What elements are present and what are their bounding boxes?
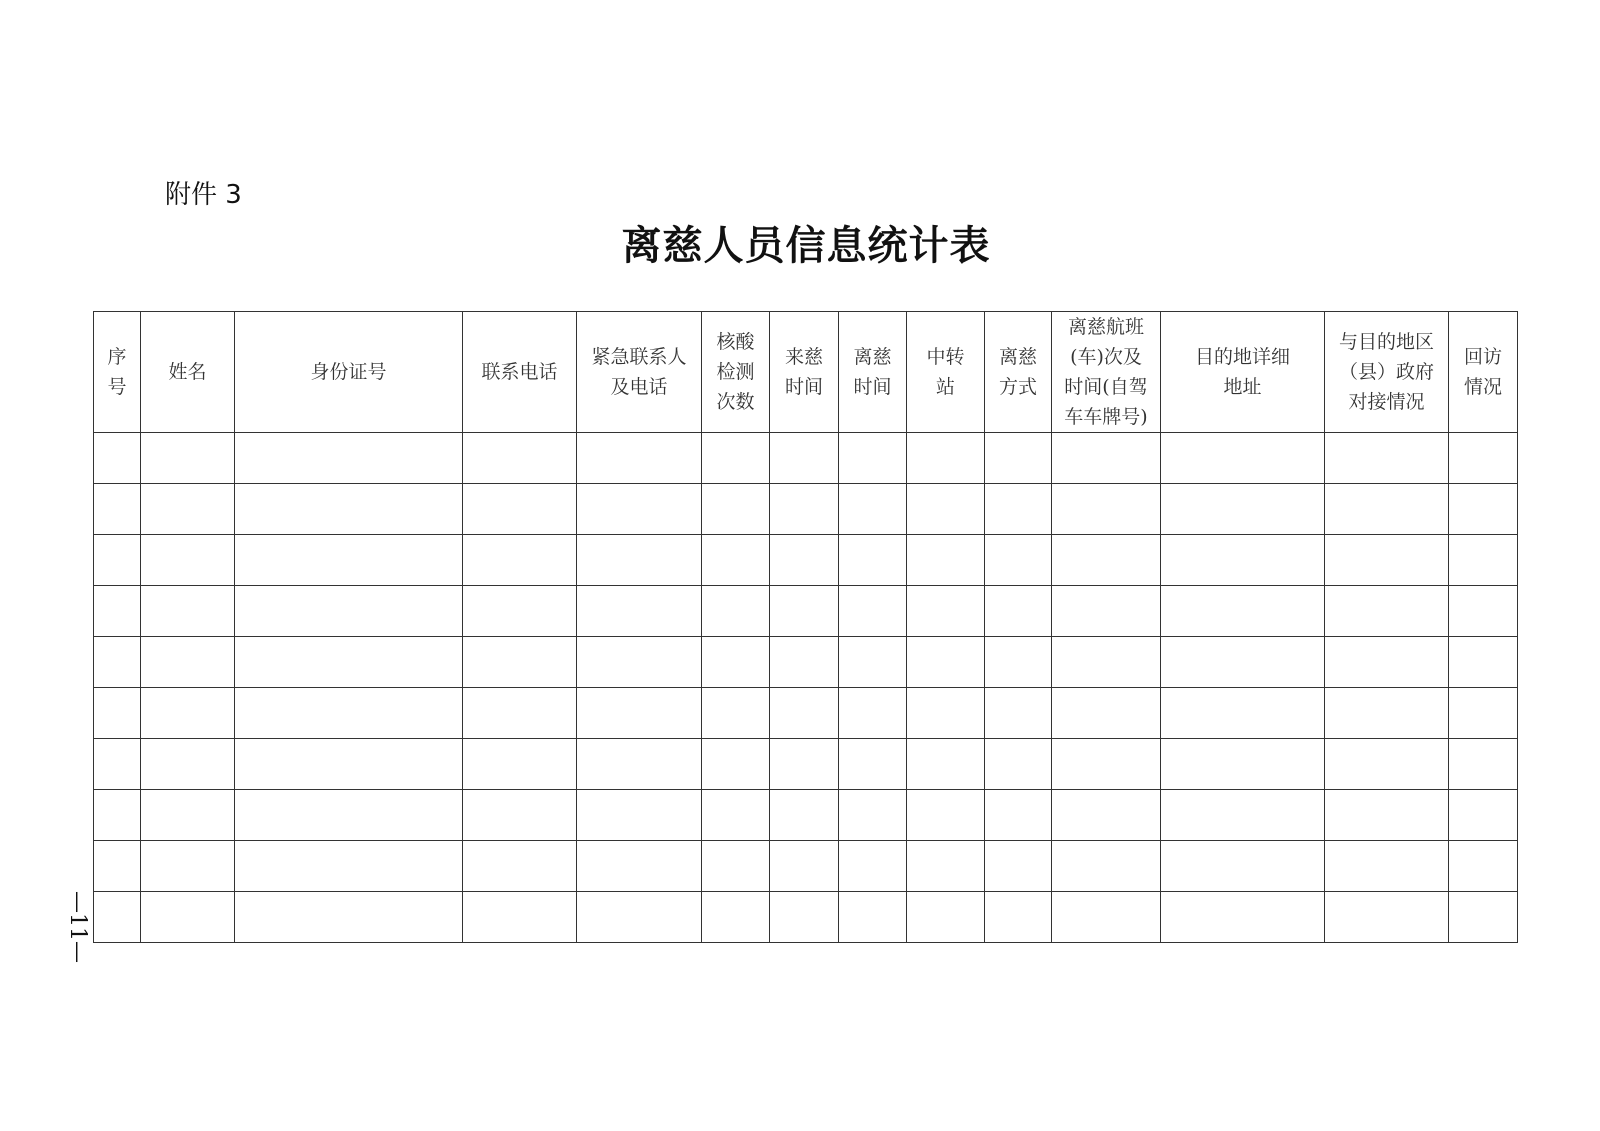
table-cell-flight-info[interactable] [1052, 586, 1161, 637]
table-cell-arrival-time[interactable] [770, 892, 839, 943]
table-cell-gov-liaison[interactable] [1325, 586, 1449, 637]
table-cell-follow-up[interactable] [1449, 841, 1518, 892]
table-cell-transfer-station[interactable] [907, 688, 985, 739]
table-cell-phone[interactable] [463, 892, 577, 943]
table-cell-transfer-station[interactable] [907, 739, 985, 790]
table-cell-destination-address[interactable] [1161, 892, 1325, 943]
table-cell-id-number[interactable] [235, 637, 463, 688]
table-cell-name[interactable] [141, 892, 235, 943]
table-cell-transfer-station[interactable] [907, 484, 985, 535]
table-cell-follow-up[interactable] [1449, 433, 1518, 484]
table-cell-test-count[interactable] [702, 790, 770, 841]
table-cell-departure-mode[interactable] [985, 535, 1052, 586]
table-cell-gov-liaison[interactable] [1325, 841, 1449, 892]
table-cell-name[interactable] [141, 586, 235, 637]
table-cell-arrival-time[interactable] [770, 535, 839, 586]
table-cell-emergency-contact[interactable] [577, 790, 702, 841]
table-cell-departure-time[interactable] [839, 637, 907, 688]
column-header-name: 姓名 [141, 312, 235, 433]
page-number: —11— [65, 891, 90, 963]
table-cell-seq[interactable] [94, 433, 141, 484]
table-cell-test-count[interactable] [702, 535, 770, 586]
table-row [94, 892, 1518, 943]
table-cell-id-number[interactable] [235, 841, 463, 892]
table-cell-phone[interactable] [463, 433, 577, 484]
table-cell-arrival-time[interactable] [770, 586, 839, 637]
table-cell-seq[interactable] [94, 739, 141, 790]
table-cell-test-count[interactable] [702, 637, 770, 688]
table-cell-flight-info[interactable] [1052, 688, 1161, 739]
document-title: 离慈人员信息统计表 [621, 222, 991, 269]
table-cell-flight-info[interactable] [1052, 790, 1161, 841]
table-cell-arrival-time[interactable] [770, 433, 839, 484]
table-cell-destination-address[interactable] [1161, 739, 1325, 790]
table-cell-emergency-contact[interactable] [577, 841, 702, 892]
table-cell-destination-address[interactable] [1161, 688, 1325, 739]
table-cell-name[interactable] [141, 739, 235, 790]
table-cell-id-number[interactable] [235, 433, 463, 484]
table-cell-departure-time[interactable] [839, 739, 907, 790]
table-cell-name[interactable] [141, 433, 235, 484]
column-header-phone: 联系电话 [463, 312, 577, 433]
table-cell-test-count[interactable] [702, 841, 770, 892]
table-cell-phone[interactable] [463, 688, 577, 739]
table-cell-follow-up[interactable] [1449, 688, 1518, 739]
table-cell-name[interactable] [141, 535, 235, 586]
table-cell-name[interactable] [141, 790, 235, 841]
table-cell-departure-time[interactable] [839, 892, 907, 943]
table-cell-transfer-station[interactable] [907, 790, 985, 841]
column-header-flight-info: 离慈航班 (车)次及 时间(自驾 车车牌号) [1052, 312, 1161, 433]
table-cell-name[interactable] [141, 484, 235, 535]
table-cell-departure-mode[interactable] [985, 892, 1052, 943]
table-cell-test-count[interactable] [702, 484, 770, 535]
table-cell-arrival-time[interactable] [770, 688, 839, 739]
column-header-id-number: 身份证号 [235, 312, 463, 433]
table-cell-departure-time[interactable] [839, 790, 907, 841]
table-cell-flight-info[interactable] [1052, 484, 1161, 535]
table-cell-test-count[interactable] [702, 433, 770, 484]
table-cell-departure-mode[interactable] [985, 739, 1052, 790]
table-cell-seq[interactable] [94, 841, 141, 892]
table-cell-id-number[interactable] [235, 586, 463, 637]
table-cell-departure-time[interactable] [839, 586, 907, 637]
table-cell-seq[interactable] [94, 535, 141, 586]
column-header-departure-time: 离慈 时间 [839, 312, 907, 433]
table-cell-phone[interactable] [463, 739, 577, 790]
table-cell-transfer-station[interactable] [907, 535, 985, 586]
table-cell-seq[interactable] [94, 586, 141, 637]
table-cell-name[interactable] [141, 841, 235, 892]
table-cell-flight-info[interactable] [1052, 739, 1161, 790]
statistics-table [93, 311, 1518, 943]
table-cell-phone[interactable] [463, 484, 577, 535]
table-cell-arrival-time[interactable] [770, 739, 839, 790]
table-cell-gov-liaison[interactable] [1325, 637, 1449, 688]
table-cell-follow-up[interactable] [1449, 586, 1518, 637]
table-cell-seq[interactable] [94, 484, 141, 535]
table-cell-flight-info[interactable] [1052, 535, 1161, 586]
table-cell-follow-up[interactable] [1449, 484, 1518, 535]
table-row [94, 637, 1518, 688]
table-cell-departure-mode[interactable] [985, 484, 1052, 535]
table-cell-follow-up[interactable] [1449, 892, 1518, 943]
table-row [94, 484, 1518, 535]
table-cell-transfer-station[interactable] [907, 586, 985, 637]
table-cell-phone[interactable] [463, 586, 577, 637]
table-cell-destination-address[interactable] [1161, 841, 1325, 892]
column-header-arrival-time: 来慈 时间 [770, 312, 839, 433]
table-cell-gov-liaison[interactable] [1325, 739, 1449, 790]
table-row [94, 433, 1518, 484]
table-cell-flight-info[interactable] [1052, 892, 1161, 943]
table-cell-departure-time[interactable] [839, 484, 907, 535]
table-cell-departure-mode[interactable] [985, 841, 1052, 892]
table-cell-departure-time[interactable] [839, 841, 907, 892]
table-cell-transfer-station[interactable] [907, 892, 985, 943]
column-header-transfer-station: 中转 站 [907, 312, 985, 433]
table-cell-gov-liaison[interactable] [1325, 688, 1449, 739]
table-cell-departure-mode[interactable] [985, 637, 1052, 688]
table-cell-flight-info[interactable] [1052, 841, 1161, 892]
table-cell-gov-liaison[interactable] [1325, 892, 1449, 943]
table-cell-emergency-contact[interactable] [577, 637, 702, 688]
table-cell-gov-liaison[interactable] [1325, 484, 1449, 535]
table-cell-arrival-time[interactable] [770, 841, 839, 892]
table-cell-test-count[interactable] [702, 892, 770, 943]
table-cell-departure-mode[interactable] [985, 433, 1052, 484]
table-cell-emergency-contact[interactable] [577, 433, 702, 484]
table-row [94, 841, 1518, 892]
table-cell-arrival-time[interactable] [770, 637, 839, 688]
table-cell-test-count[interactable] [702, 688, 770, 739]
table-cell-id-number[interactable] [235, 484, 463, 535]
table-body [94, 433, 1518, 943]
table-cell-flight-info[interactable] [1052, 637, 1161, 688]
column-header-gov-liaison: 与目的地区 （县）政府 对接情况 [1325, 312, 1449, 433]
table-row [94, 688, 1518, 739]
table-cell-id-number[interactable] [235, 739, 463, 790]
table-cell-departure-mode[interactable] [985, 586, 1052, 637]
table-cell-destination-address[interactable] [1161, 790, 1325, 841]
table-cell-gov-liaison[interactable] [1325, 790, 1449, 841]
table-cell-arrival-time[interactable] [770, 484, 839, 535]
table-cell-emergency-contact[interactable] [577, 535, 702, 586]
table-cell-destination-address[interactable] [1161, 484, 1325, 535]
column-header-departure-mode: 离慈 方式 [985, 312, 1052, 433]
table-cell-test-count[interactable] [702, 586, 770, 637]
table-cell-destination-address[interactable] [1161, 433, 1325, 484]
table-cell-test-count[interactable] [702, 739, 770, 790]
table-cell-destination-address[interactable] [1161, 535, 1325, 586]
table-cell-emergency-contact[interactable] [577, 739, 702, 790]
column-header-test-count: 核酸 检测 次数 [702, 312, 770, 433]
column-header-emergency-contact: 紧急联系人 及电话 [577, 312, 702, 433]
table-cell-follow-up[interactable] [1449, 790, 1518, 841]
table-cell-departure-time[interactable] [839, 535, 907, 586]
column-header-seq: 序 号 [94, 312, 141, 433]
table-cell-arrival-time[interactable] [770, 790, 839, 841]
table-cell-phone[interactable] [463, 535, 577, 586]
table-cell-flight-info[interactable] [1052, 433, 1161, 484]
table-cell-id-number[interactable] [235, 688, 463, 739]
table-cell-departure-mode[interactable] [985, 688, 1052, 739]
table-cell-destination-address[interactable] [1161, 637, 1325, 688]
column-header-destination-address: 目的地详细 地址 [1161, 312, 1325, 433]
table-cell-emergency-contact[interactable] [577, 586, 702, 637]
table-cell-departure-mode[interactable] [985, 790, 1052, 841]
table-cell-emergency-contact[interactable] [577, 892, 702, 943]
table-cell-seq[interactable] [94, 688, 141, 739]
table-cell-gov-liaison[interactable] [1325, 433, 1449, 484]
table-cell-id-number[interactable] [235, 535, 463, 586]
table-cell-follow-up[interactable] [1449, 637, 1518, 688]
table-cell-follow-up[interactable] [1449, 535, 1518, 586]
table-row [94, 790, 1518, 841]
table-row [94, 586, 1518, 637]
table-cell-phone[interactable] [463, 841, 577, 892]
table-cell-seq[interactable] [94, 892, 141, 943]
table-row [94, 739, 1518, 790]
table-cell-name[interactable] [141, 637, 235, 688]
table-cell-id-number[interactable] [235, 892, 463, 943]
table-cell-emergency-contact[interactable] [577, 688, 702, 739]
table-cell-transfer-station[interactable] [907, 637, 985, 688]
table-cell-departure-time[interactable] [839, 688, 907, 739]
table-cell-phone[interactable] [463, 637, 577, 688]
table-cell-destination-address[interactable] [1161, 586, 1325, 637]
table-cell-transfer-station[interactable] [907, 841, 985, 892]
attachment-label: 附件 3 [165, 180, 242, 210]
table-cell-follow-up[interactable] [1449, 739, 1518, 790]
table-cell-id-number[interactable] [235, 790, 463, 841]
table-header-row [94, 312, 1518, 433]
table-cell-transfer-station[interactable] [907, 433, 985, 484]
table-cell-gov-liaison[interactable] [1325, 535, 1449, 586]
table-cell-departure-time[interactable] [839, 433, 907, 484]
table-cell-name[interactable] [141, 688, 235, 739]
table-row [94, 535, 1518, 586]
table-cell-phone[interactable] [463, 790, 577, 841]
table-cell-seq[interactable] [94, 637, 141, 688]
table-cell-seq[interactable] [94, 790, 141, 841]
column-header-follow-up: 回访 情况 [1449, 312, 1518, 433]
table-cell-emergency-contact[interactable] [577, 484, 702, 535]
